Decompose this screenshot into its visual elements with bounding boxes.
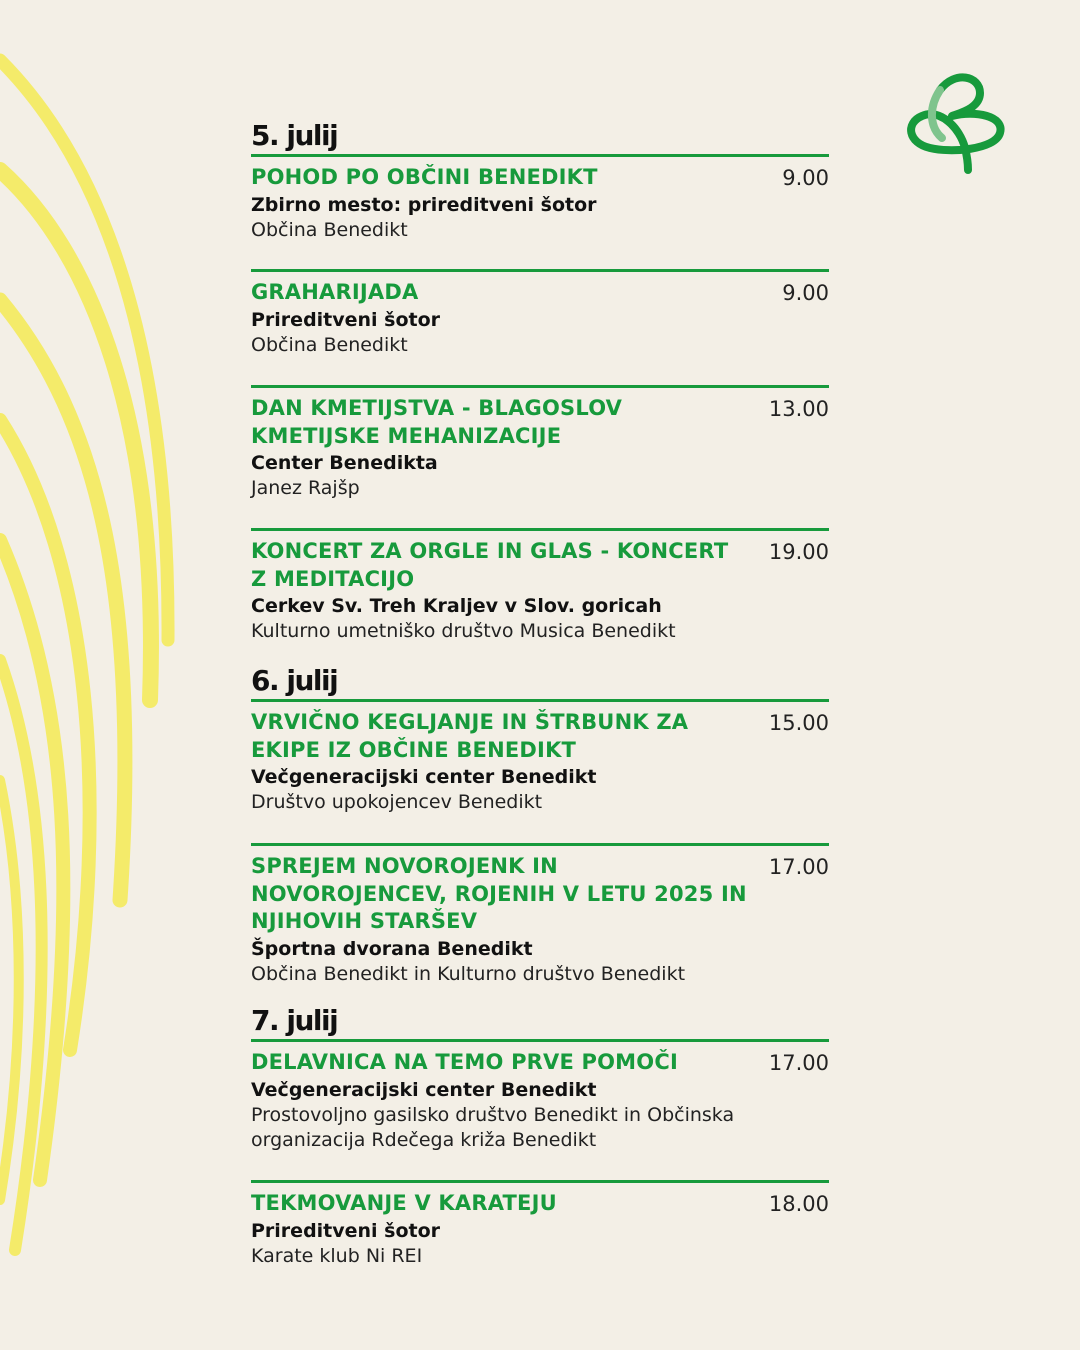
event-venue: Športna dvorana Benedikt: [251, 937, 533, 960]
event-title: DAN KMETIJSTVA - BLAGOSLOV KMETIJSKE MEHANIZACIJE: [251, 396, 623, 448]
decorative-yellow-arcs: [0, 0, 200, 1350]
day-heading: 6. julij: [251, 664, 338, 697]
event-venue: Večgeneracijski center Benedikt: [251, 1078, 597, 1101]
day-heading: 5. julij: [251, 119, 338, 152]
event-time: 19.00: [768, 540, 829, 564]
event-organizer: Prostovoljno gasilsko društvo Benedikt in Občinska organizacija Rdečega križa Benedikt: [251, 1103, 735, 1151]
event-item: [251, 154, 829, 262]
schedule: [251, 118, 829, 1280]
event-organizer: Občina Benedikt: [251, 218, 408, 241]
event-venue: Prireditveni šotor: [251, 308, 441, 331]
event-venue: Center Benedikta: [251, 452, 438, 474]
day-section: [251, 663, 829, 1003]
event-title: SPREJEM NOVOROJENK IN NOVOROJENCEV, ROJENIH V LETU 2025 IN NJIHOVIH STARŠEV: [251, 854, 747, 933]
event-venue: Prireditveni šotor: [251, 1219, 441, 1242]
event-venue: Cerkev Sv. Treh Kraljev v Slov. goricah: [251, 595, 662, 617]
event-title: VRVIČNO KEGLJANJE IN ŠTRBUNK ZA EKIPE IZ OBČINE BENEDIKT: [251, 710, 689, 762]
event-time: 17.00: [768, 1051, 829, 1075]
event-time: 9.00: [782, 281, 829, 305]
event-item: [251, 385, 829, 520]
event-title: GRAHARIJADA: [251, 280, 419, 304]
event-venue: Zbirno mesto: prireditveni šotor: [251, 193, 597, 216]
day-heading: 7. julij: [251, 1004, 338, 1037]
event-organizer: Karate klub Ni REI: [251, 1244, 423, 1267]
event-organizer: Društvo upokojencev Benedikt: [251, 791, 543, 813]
event-title: KONCERT ZA ORGLE IN GLAS - KONCERT Z MEDITACIJO: [251, 539, 729, 591]
event-time: 15.00: [768, 711, 829, 735]
day-section: [251, 1003, 829, 1280]
event-title: TEKMOVANJE V KARATEJU: [251, 1191, 557, 1215]
event-time: 9.00: [782, 166, 829, 190]
event-time: 13.00: [768, 397, 829, 421]
event-item: [251, 1039, 829, 1171]
day-section: [251, 118, 829, 663]
event-organizer: Občina Benedikt in Kulturno društvo Benedikt: [251, 962, 686, 985]
event-item: [251, 269, 829, 377]
event-organizer: Občina Benedikt: [251, 333, 408, 356]
event-title: DELAVNICA NA TEMO PRVE POMOČI: [251, 1050, 678, 1074]
event-organizer: Kulturno umetniško društvo Musica Benedikt: [251, 620, 676, 642]
leaf-swirl-logo-icon: [900, 68, 1010, 178]
event-item: [251, 843, 829, 1003]
event-item: [251, 699, 829, 834]
event-organizer: Janez Rajšp: [251, 477, 360, 499]
event-time: 17.00: [768, 855, 829, 879]
event-venue: Večgeneracijski center Benedikt: [251, 766, 597, 788]
event-item: [251, 1180, 829, 1280]
event-item: [251, 528, 829, 663]
event-title: POHOD PO OBČINI BENEDIKT: [251, 165, 598, 189]
event-time: 18.00: [768, 1192, 829, 1216]
